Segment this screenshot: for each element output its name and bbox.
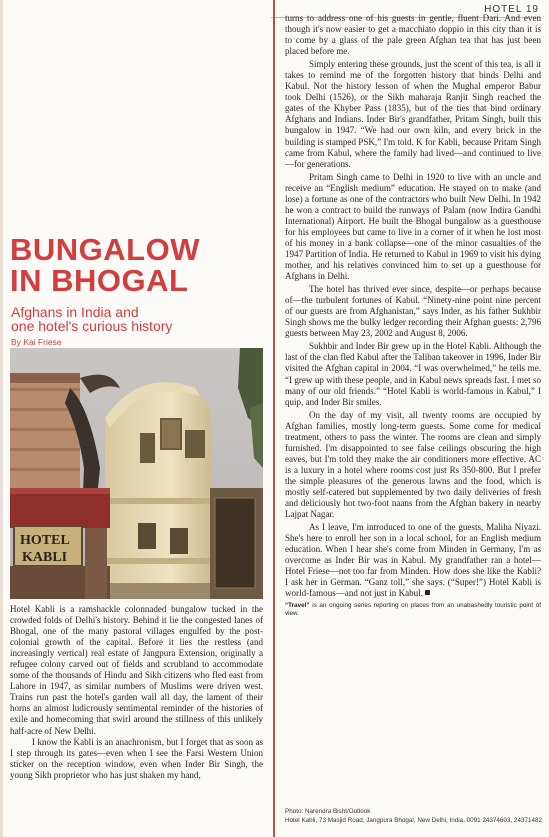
end-mark-icon bbox=[425, 590, 430, 595]
article-body-right bbox=[285, 4, 541, 618]
column-divider bbox=[273, 0, 275, 837]
page-edge bbox=[0, 0, 3, 837]
hotel-photo bbox=[10, 348, 263, 599]
credits bbox=[285, 807, 545, 825]
page-header: HOTEL 19 bbox=[484, 4, 539, 15]
series-note bbox=[285, 602, 541, 618]
body-paragraph: Simply entering these grounds, just the scent of this tea, is all it takes to remind me of the forgotten history that binds Delhi and Kabul. Not the history lesson of when the Mughal emperor Babur took Delhi (1526), or the Sikh maharaja Ranjit Singh reached the gates of the Khyber Pass (1835), but of the ties that bind ordinary Afghans and Indians. Inder Bir's grandfather, Pritam Singh, built this bungalow in 1947. “We had our own kiln, and every brick in the building is stamped PSK,” I'm told. K for Kabli, because Pritam Singh came from Kabul, where the family had lived—and continued to live—for generations. bbox=[285, 59, 541, 169]
subhead-line-1: Afghans in India and bbox=[11, 304, 139, 320]
body-paragraph: The hotel has thrived ever since, despite—or perhaps because of—the turbulent fortunes of Kabul. “Ninety-nine point nine percent of our guests are from Afghanistan,” says Inder, as his father Sukhbir Singh shows me the bulky ledger recording their Afghan guests: 2,796 guests between May 23, 2002 and August 8, 2006. bbox=[285, 284, 541, 339]
body-paragraph: turns to address one of his guests in gentle, fluent Dari. And even though it's now easier to get a macchiato doppio in this city than it is to come by a glass of the pale green Afghan tea that has just been placed before me. bbox=[285, 13, 541, 57]
body-paragraph: Hotel Kabli is a ramshackle colonnaded bungalow tucked in the crowded folds of Delhi's history. Behind it lie the congested lanes of Bhogal, one of the many pastoral villages engulfed by the post-colonial growth of the capital. Before it lies the restless (and increasingly vertical) real estate of Jangpura Extension, originally a refugee colony carved out of fields and scrubland to accommodate some of the thousands of Hindu and Sikh citizens who fled east from Lahore in 1947, as similar numbers of Muslims were driven west. Trains run past the hotel's garden wall all day, the lament of their horns an almost ludicrously sentimental reminder of the histories of exile and homecoming that swirl around the stillness of this unlikely half-acre of New Delhi. bbox=[10, 604, 263, 736]
headline bbox=[10, 234, 260, 296]
body-paragraph-last bbox=[285, 522, 541, 599]
headline-line-2: IN BHOGAL bbox=[10, 263, 189, 298]
series-note-title: “Travel” bbox=[285, 602, 310, 610]
body-paragraph: Pritam Singh came to Delhi in 1920 to live with an uncle and receive an “English medium” education. He stayed on to make (and lose) a fortune as one of the contractors who built New Delhi. In 1942 he won a contract to build the runways of Palam (now Indira Gandhi International) Airport. He built the Bhogal bungalow as a guesthouse for his employees but came to live in a corner of it when he lost most of his money in a bank collapse—one of the minor casualties of the 1947 Partition of India. He returned to Kabul in 1969 to visit his dying mother, and his relatives convinced him to set up a guesthouse for Afghans in Delhi. bbox=[285, 171, 541, 282]
photo-credit: Photo: Narendra Bisht/Outlook bbox=[285, 808, 371, 815]
photo-sign-line-1: HOTEL bbox=[20, 533, 70, 548]
headline-line-1: BUNGALOW bbox=[10, 232, 200, 267]
body-paragraph: I know the Kabli is an anachronism, but I forget that as soon as I step through its gates—even when I see the Farsi Western Union sticker on the reception window, even when Inder Bir Singh, the young Sikh proprietor who has just shaken my hand, bbox=[10, 736, 263, 780]
byline: By Kai Friese bbox=[11, 337, 62, 347]
subhead bbox=[11, 305, 261, 333]
body-paragraph: Sukhbir and Inder Bir grew up in the Hotel Kabli. Although the last of the clan fled Kabul after the Taliban takeover in 1996, Inder Bir visited the Afghan capital in 2004. “I was overwhelmed,” he tells me. “I grew up with these people, and in Kabul news spreads fast. I met so many of our old friends.” “Hotel Kabli is world-famous in Kabul,” I quip, and Inder Bir smiles. bbox=[285, 341, 541, 407]
subhead-line-2: one hotel's curious history bbox=[11, 318, 173, 334]
series-note-text: is an ongoing series reporting on places from an unabashedly touristic point of view. bbox=[285, 602, 541, 618]
body-paragraph: On the day of my visit, all twenty rooms are occupied by Afghan families, mostly long-term guests. Some come for medical treatment, others to pass the winter. The rooms are clean and simply furnished. I'm disappointed to see false ceilings obscuring the high eaves, but I'm told they make the air conditioners more effective. AC is a luxury in a hotel where rooms cost just Rs 350-800. But I prefer the simple pleasures of the generous lawns and the food, which is mostly self-catered but supplemented by two daily deliveries of fresh and deliciously hot two-foot naans from the Afghan bakery in nearby Lajpat Nagar. bbox=[285, 409, 541, 520]
photo-sign-line-2: KABLI bbox=[22, 550, 68, 565]
hotel-address: Hotel Kabli, 73 Masjid Road, Jangpura Bhogal, New Delhi, India, 0091 24374603, 24371482 bbox=[285, 817, 542, 824]
article-body-left bbox=[10, 604, 263, 781]
last-paragraph-text: As I leave, I'm introduced to one of the guests, Maliha Niyazi. She's here to enroll her son in a local school, for an English medium education. When I hear she's come from Minden in Germany, I'm as overcome as Inder Bir was in Kabul. My grandfather ran a hotel—Hotel Friese—not too far from Minden. How does she like the Kabli? I ask her in German. “Ganz toll,” she says. (“Super!”) Hotel Kabli is world-famous—and not just in Kabul. bbox=[285, 522, 541, 599]
